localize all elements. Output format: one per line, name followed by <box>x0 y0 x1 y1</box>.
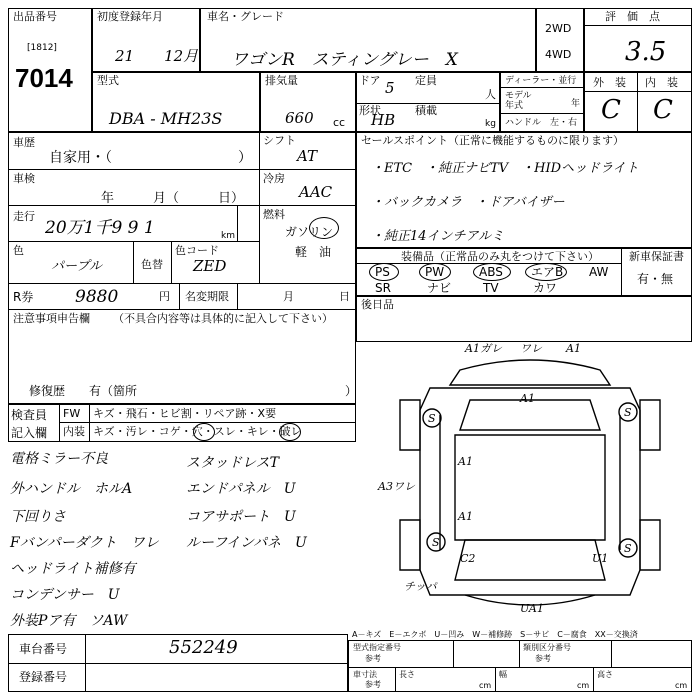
inspector-label: 検査員 <box>11 408 48 422</box>
cc-label: 排気量 <box>265 74 298 87</box>
note-line-right: ルーフインパネ U <box>186 535 307 551</box>
score-value: 3.5 <box>625 37 667 67</box>
diagram-mark: ワレ <box>520 342 542 355</box>
category-label: 類別区分番号 <box>523 643 571 652</box>
circle-mark <box>369 263 399 281</box>
height-label: 高さ <box>597 670 613 679</box>
equip-abs: ABS <box>479 265 503 279</box>
equip-airbag: エアB <box>531 265 564 279</box>
note-line: ヘッドライト補修有 <box>10 561 136 577</box>
cc-unit: cc <box>333 116 346 129</box>
note-line-right: エンドパネル U <box>186 481 296 497</box>
car-name-value: ワゴンR スティングレー X <box>231 50 458 70</box>
fuel-gasoline: ガソリン <box>285 225 334 239</box>
cc-box <box>260 72 356 132</box>
fuel-diesel: 軽 油 <box>295 245 332 259</box>
mileage-unit: km <box>221 231 235 241</box>
name-change-day: 日 <box>339 290 350 303</box>
lot-sub: [1812] <box>27 43 57 53</box>
note-line-right: コアサポート U <box>186 509 296 525</box>
length-label: 長さ <box>399 670 415 679</box>
chassis-box <box>8 634 348 692</box>
diagram-mark: チッパ <box>404 580 437 593</box>
sales-point-2: ・バックカメラ ・ドアバイザー <box>371 195 565 210</box>
model-designation-label: 型式指定番号 <box>353 643 401 652</box>
first-reg-value: 21 12月 <box>115 47 199 65</box>
left-column: 車歴 自家用・（ ） シフト AT 車検 年 月（ 日） 冷房 AAC 走行 20万1千9 9 1 km 燃料 ガソリン 軽 油 色 パープル 色替 色コード ZED R券 9880 円 名変期限 月 日 注意事項申告欄 （不具合内容等は具体的に記入して下さい） 修復歴 有（箇所 ） <box>8 132 356 404</box>
door-label: ドア <box>359 74 381 87</box>
note-line: コンデンサー U <box>10 587 120 603</box>
lot-box <box>8 8 92 132</box>
diagram-mark: U1 <box>592 552 609 565</box>
score-box <box>584 8 692 72</box>
capacity-unit: 人 <box>485 88 496 101</box>
diagram-mark: A1 <box>566 342 581 355</box>
post-label: 後日品 <box>361 298 394 311</box>
inspection-value: 年 月（ 日） <box>101 191 245 206</box>
exterior-label: 外 装 <box>593 76 626 89</box>
mileage-value: 20万1千9 9 1 <box>45 218 155 238</box>
note-line: Fバンパーダクト ワレ <box>10 535 159 551</box>
shift-value: AT <box>297 147 318 165</box>
drive-2wd: 2WD <box>545 22 572 35</box>
diagram-mark: C2 <box>460 552 476 565</box>
dimension-label: 車寸法 <box>353 670 377 679</box>
diagram-mark: A1 <box>520 392 535 405</box>
diagram-mark: S <box>432 536 440 549</box>
sales-points-label: セールスポイント（正常に機能するものに限ります） <box>361 134 625 147</box>
fw-items: キズ・飛石・ヒビ割・リペア跡・X要 <box>93 407 277 420</box>
circle-mark <box>279 423 301 441</box>
note-line: 電格ミラー不良 <box>10 451 108 467</box>
inspection-label: 車検 <box>13 172 35 185</box>
fuel-label: 燃料 <box>263 208 285 221</box>
circle-mark <box>419 263 451 281</box>
mileage-label: 走行 <box>13 210 35 223</box>
ac-value: AAC <box>299 183 333 201</box>
circle-mark <box>525 263 567 281</box>
model-label: 型式 <box>97 74 119 87</box>
dealer-label: ディーラー・並行 <box>505 76 577 86</box>
note-line: 外ハンドル ホルA <box>10 481 133 497</box>
record-label: 記入欄 <box>11 426 48 440</box>
recycle-value: 9880 <box>75 287 119 307</box>
shape-value: HB <box>371 111 396 129</box>
shift-label: シフト <box>263 134 296 147</box>
sales-point-3: ・純正14インチアルミ <box>371 229 505 244</box>
reference-label: 参考 <box>535 654 551 663</box>
note-line-right: スタッドレスT <box>186 455 279 471</box>
first-reg-label: 初度登録年月 <box>97 10 163 23</box>
model-value: DBA - MH23S <box>109 109 223 128</box>
circle-mark <box>193 423 215 441</box>
sales-point-1: ・ETC ・純正ナビTV ・HIDヘッドライト <box>371 161 639 176</box>
recycle-label: R券 <box>13 290 34 304</box>
recycle-unit: 円 <box>159 290 170 303</box>
dealer-box <box>500 72 584 132</box>
handle-label: ハンドル 左・右 <box>505 118 578 128</box>
car-name-box <box>200 8 536 72</box>
history-label: 車歴 <box>13 136 35 149</box>
diagram-mark: A3ワレ <box>378 480 415 493</box>
color-value: パープル <box>51 259 102 274</box>
interior-value: C <box>653 95 673 125</box>
diagram-mark: UA1 <box>520 602 544 615</box>
door-box <box>356 72 500 132</box>
width-label: 幅 <box>499 670 507 679</box>
color-change-label: 色替 <box>141 258 163 271</box>
equip-aw: AW <box>589 265 609 279</box>
warranty-value: 有・無 <box>637 272 674 286</box>
first-reg-box <box>92 8 200 72</box>
cm-unit: cm <box>577 681 590 690</box>
equip-pw: PW <box>425 265 445 279</box>
model-year-unit: 年 <box>571 99 581 109</box>
drive-4wd: 4WD <box>545 48 572 61</box>
cc-value: 660 <box>285 109 314 127</box>
color-code-label: 色コード <box>175 244 219 257</box>
equip-leather: カワ <box>533 281 558 295</box>
reference-label: 参考 <box>365 680 381 689</box>
exterior-value: C <box>601 95 621 125</box>
name-change-label: 名変期限 <box>185 290 229 303</box>
sales-points-box <box>356 132 692 248</box>
ext-int-box <box>584 72 692 132</box>
interior-row-label: 内装 <box>63 425 85 438</box>
reg-label: 登録番号 <box>19 670 68 684</box>
ac-label: 冷房 <box>263 172 285 185</box>
color-label: 色 <box>13 244 24 257</box>
load-label: 積載 <box>415 104 437 117</box>
diagram-mark: S <box>624 542 632 555</box>
shape-label: 形状 <box>359 104 381 117</box>
diagram-mark: A1 <box>458 510 473 523</box>
model-box <box>92 72 260 132</box>
note-line: 外装Pア有 ソAW <box>10 613 128 629</box>
diagram-mark: A1 <box>458 455 473 468</box>
load-unit: kg <box>485 119 496 129</box>
notes-label: 注意事項申告欄 <box>13 312 90 325</box>
drive-box <box>536 8 584 72</box>
damage-legend: A－キズ E－エクボ U－凹み W－補修跡 S－サビ C－腐食 XX－交換済 <box>352 630 638 639</box>
car-diagram <box>370 340 690 625</box>
interior-label: 内 装 <box>645 76 678 89</box>
door-value: 5 <box>385 79 395 97</box>
reference-label: 参考 <box>365 654 381 663</box>
fuel-circle <box>309 217 339 239</box>
equip-sr: SR <box>375 281 391 295</box>
repair-label: 修復歴 有（箇所 <box>29 384 138 398</box>
chassis-value: 552249 <box>169 637 238 658</box>
spec-box <box>348 640 692 692</box>
equip-navi: ナビ <box>427 281 452 295</box>
car-name-label: 車名・グレード <box>207 10 284 23</box>
fw-label: FW <box>63 407 81 420</box>
equip-tv: TV <box>483 281 499 295</box>
inspector-table <box>8 404 356 442</box>
diagram-mark: A1ガレ <box>465 342 502 355</box>
cm-unit: cm <box>675 681 688 690</box>
equipment-box <box>356 248 692 296</box>
interior-items: キズ・汚レ・コゲ・穴・スレ・キレ・破レ <box>93 425 302 438</box>
diagram-mark: S <box>428 412 436 425</box>
color-code-value: ZED <box>193 257 227 275</box>
post-items-box <box>356 296 692 342</box>
notes-hint: （不具合内容等は具体的に記入して下さい） <box>113 312 333 325</box>
equipment-label: 装備品（正常品のみ丸をつけて下さい） <box>401 250 599 263</box>
lot-label: 出品番号 <box>13 10 57 23</box>
chassis-label: 車台番号 <box>19 642 68 656</box>
diagram-mark: S <box>624 406 632 419</box>
cm-unit: cm <box>479 681 492 690</box>
score-label: 評 価 点 <box>605 10 660 23</box>
capacity-label: 定員 <box>415 74 437 87</box>
warranty-label: 新車保証書 <box>629 250 684 263</box>
circle-mark <box>473 263 511 281</box>
lot-number: 7014 <box>15 63 73 93</box>
equip-ps: PS <box>375 265 390 279</box>
history-value: 自家用・（ ） <box>49 150 252 166</box>
model-year-label: モデル年式 <box>505 91 532 111</box>
note-line: 下回りさ <box>10 509 66 525</box>
name-change-month: 月 <box>283 290 294 303</box>
